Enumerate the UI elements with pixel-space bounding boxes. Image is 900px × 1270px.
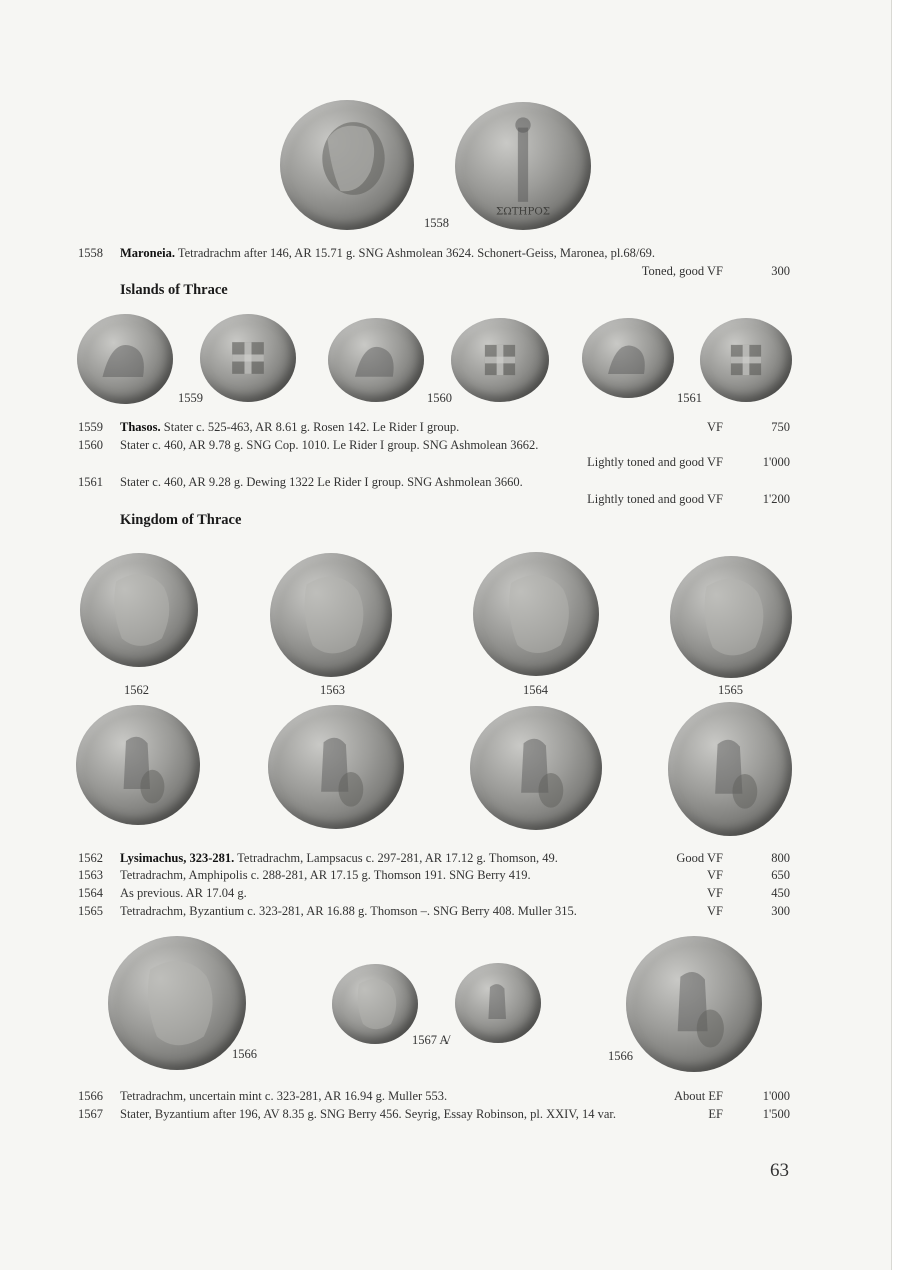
lot-price: 800 (771, 851, 790, 865)
coin-1559-obverse-image (77, 314, 173, 404)
lot-number: 1564 (78, 886, 103, 900)
lot-grade: Good VF (676, 851, 723, 865)
lot-title: Maroneia. (120, 246, 175, 260)
coin-label-1561: 1561 (677, 391, 702, 405)
coin-1559-reverse-image (200, 314, 296, 402)
coin-1562-obverse-image (80, 553, 198, 667)
coin-label-1560: 1560 (427, 391, 452, 405)
lot-grade: About EF (674, 1089, 723, 1103)
page-number: 63 (770, 1160, 789, 1181)
coin-1567-obverse-image (332, 964, 418, 1044)
lot-price: 650 (771, 868, 790, 882)
lot-title: Lysimachus, 323-281. (120, 851, 235, 865)
lot-number: 1566 (78, 1089, 103, 1103)
lot-grade: Toned, good VF (641, 264, 723, 278)
coin-1565-obverse-image (670, 556, 792, 678)
coin-label-1564: 1564 (523, 683, 548, 697)
coin-label-1566-reverse: 1566 (608, 1049, 633, 1063)
coin-label-1565: 1565 (718, 683, 743, 697)
lot-number: 1563 (78, 868, 103, 882)
coin-1563-reverse-image (268, 705, 404, 829)
coin-1561-obverse-image (582, 318, 674, 398)
lot-price: 1'000 (762, 1089, 790, 1103)
lot-title: Thasos. (120, 420, 161, 434)
lot-number: 1560 (78, 438, 103, 452)
lot-description (120, 420, 459, 435)
coin-1566-obverse-image (108, 936, 246, 1070)
coin-label-1558: 1558 (424, 216, 449, 230)
coin-label-1559: 1559 (178, 391, 203, 405)
coin-1558-obverse-image (280, 100, 414, 230)
lot-text: Tetradrachm, Lampsacus c. 297-281, AR 17.12 g. Thomson, 49. (234, 851, 558, 865)
coin-1560-reverse-image (451, 318, 549, 402)
lot-number: 1567 (78, 1107, 103, 1121)
lot-price: 1'000 (762, 455, 790, 469)
coin-1560-obverse-image (328, 318, 424, 402)
coin-1564-reverse-image (470, 706, 602, 830)
coin-label-1566-obverse: 1566 (232, 1047, 257, 1061)
lot-description: Tetradrachm, Amphipolis c. 288-281, AR 17.15 g. Thomson 191. SNG Berry 419. (120, 868, 531, 882)
svg-text:ΣΩΤΗΡΟΣ: ΣΩΤΗΡΟΣ (496, 205, 550, 218)
lot-price: 450 (771, 886, 790, 900)
lot-description: As previous. AR 17.04 g. (120, 886, 247, 900)
lot-grade: EF (708, 1107, 723, 1121)
lot-price: 300 (771, 904, 790, 918)
lot-price: 750 (771, 420, 790, 434)
lot-description: Stater c. 460, AR 9.28 g. Dewing 1322 Le Rider I group. SNG Ashmolean 3660. (120, 475, 523, 489)
lot-grade: VF (707, 868, 723, 882)
coin-label-1563: 1563 (320, 683, 345, 697)
coin-1564-obverse-image (473, 552, 599, 676)
lot-price: 1'500 (762, 1107, 790, 1121)
coin-1558-reverse-image (455, 102, 591, 230)
coin-1563-obverse-image (270, 553, 392, 677)
coin-1567-reverse-image (455, 963, 541, 1043)
lot-grade: VF (707, 886, 723, 900)
lot-text: Tetradrachm after 146, AR 15.71 g. SNG Ashmolean 3624. Schonert-Geiss, Maronea, pl.68/69. (174, 246, 656, 260)
lot-description: Tetradrachm, Byzantium c. 323-281, AR 16.88 g. Thomson –. SNG Berry 408. Muller 315. (120, 904, 577, 918)
lot-text: Stater c. 525-463, AR 8.61 g. Rosen 142. Le Rider I group. (160, 420, 460, 434)
lot-description: Tetradrachm, uncertain mint c. 323-281, AR 16.94 g. Muller 553. (120, 1089, 448, 1103)
lot-number: 1558 (78, 246, 103, 260)
coin-label-1562: 1562 (124, 683, 149, 697)
section-heading-kingdom: Kingdom of Thrace (120, 512, 242, 528)
lot-price: 300 (771, 264, 790, 278)
lot-number: 1565 (78, 904, 103, 918)
section-heading-islands: Islands of Thrace (120, 282, 228, 298)
lot-grade: VF (707, 420, 723, 434)
coin-1562-reverse-image (76, 705, 200, 825)
lot-description (120, 246, 655, 261)
lot-number: 1559 (78, 420, 103, 434)
coin-1561-reverse-image (700, 318, 792, 402)
lot-description (120, 851, 558, 866)
coin-label-1567: 1567 Α̸ (412, 1033, 449, 1047)
lot-number: 1561 (78, 475, 103, 489)
lot-grade: Lightly toned and good VF (587, 455, 723, 469)
lot-price: 1'200 (762, 492, 790, 506)
coin-1566-reverse-image (626, 936, 762, 1072)
coin-1565-reverse-image (668, 702, 792, 836)
lot-description: Stater, Byzantium after 196, AV 8.35 g. SNG Berry 456. Seyrig, Essay Robinson, pl. XXIV, 14 var. (120, 1107, 616, 1121)
lot-number: 1562 (78, 851, 103, 865)
lot-grade: VF (707, 904, 723, 918)
lot-description: Stater c. 460, AR 9.78 g. SNG Cop. 1010. Le Rider I group. SNG Ashmolean 3662. (120, 438, 539, 452)
lot-grade: Lightly toned and good VF (587, 492, 723, 506)
